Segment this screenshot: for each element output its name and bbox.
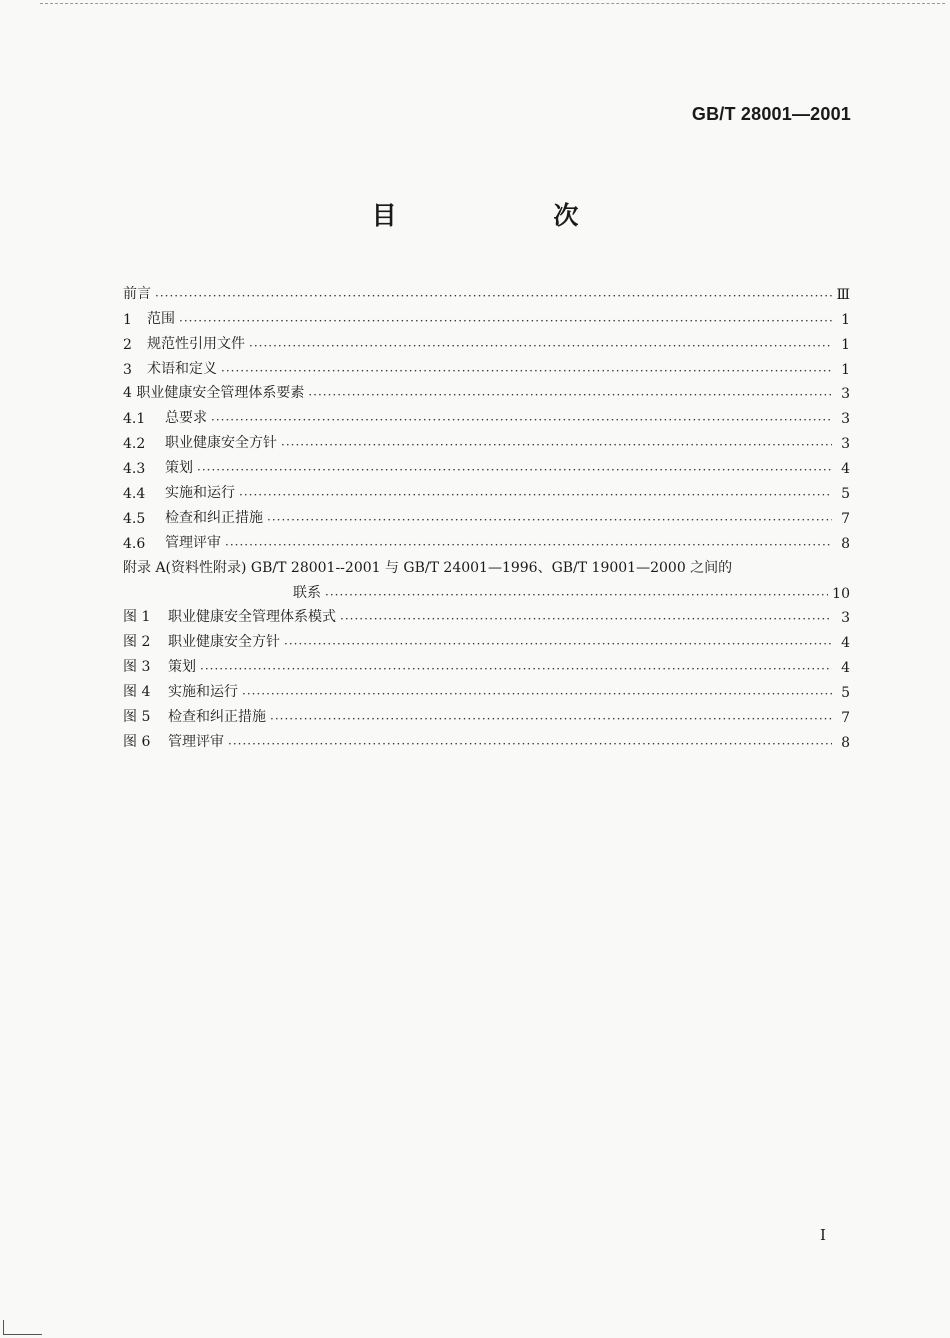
- toc-entry-number: 图 5: [123, 709, 151, 726]
- top-dashed-rule: [40, 3, 945, 4]
- toc-entry-number: 4.1: [123, 411, 146, 428]
- toc-entry-label: 管理评审: [165, 534, 221, 551]
- toc-entry-page: Ⅲ: [836, 286, 850, 303]
- toc-annex-page: 10: [832, 585, 850, 602]
- toc-annex-line-2[interactable]: [123, 577, 850, 602]
- leader-dots: [325, 588, 828, 602]
- toc-entry-number: 2: [123, 336, 132, 353]
- figure-entry[interactable]: [123, 651, 850, 676]
- leader-dots: [267, 513, 832, 527]
- toc-entry-page: 4: [841, 461, 850, 478]
- page-folio: I: [820, 1226, 826, 1244]
- toc-entry-number: 4.6: [123, 535, 146, 552]
- leader-dots: [308, 388, 832, 402]
- toc-entry-label: 范围: [147, 310, 175, 327]
- toc-annex-title-cont: 联系: [293, 584, 321, 601]
- toc-entry-number: 图 3: [123, 659, 151, 676]
- toc-entry[interactable]: [123, 353, 850, 378]
- toc-entry[interactable]: [123, 303, 850, 328]
- toc-entry-page: 1: [841, 336, 850, 353]
- leader-dots: [155, 289, 832, 303]
- toc-entry-page: 3: [841, 386, 850, 403]
- figure-entry[interactable]: [123, 701, 850, 726]
- toc-entry-page: 8: [841, 535, 850, 552]
- leader-dots: [221, 364, 832, 378]
- toc-entry-label: 术语和定义: [147, 360, 217, 377]
- leader-dots: [228, 737, 832, 751]
- toc-entry-number: 图 4: [123, 684, 151, 701]
- corner-scan-mark: [3, 1320, 42, 1335]
- toc-entry-number: 图 2: [123, 634, 151, 651]
- toc-entry-label: 职业健康安全管理体系模式: [168, 609, 336, 626]
- leader-dots: [270, 712, 832, 726]
- toc-entry-page: 4: [841, 635, 850, 652]
- toc-entry-page: 3: [841, 610, 850, 627]
- leader-dots: [200, 662, 832, 676]
- toc-entry-label: 职业健康安全方针: [165, 435, 277, 452]
- toc-entry[interactable]: [123, 502, 850, 527]
- toc-entry-page: 3: [841, 436, 850, 453]
- figure-entries: [123, 602, 850, 751]
- toc-entry-label: 检查和纠正措施: [168, 709, 266, 726]
- toc-entry-number: 4.2: [123, 436, 146, 453]
- toc-entry[interactable]: [123, 378, 850, 403]
- toc-entry[interactable]: [123, 527, 850, 552]
- leader-dots: [242, 687, 832, 701]
- leader-dots: [284, 637, 832, 651]
- toc-entry-page: 8: [841, 734, 850, 751]
- toc-entry-page: 7: [841, 710, 850, 727]
- leader-dots: [211, 413, 832, 427]
- toc-entry-label: 职业健康安全方针: [168, 634, 280, 651]
- toc-entry-page: 7: [841, 510, 850, 527]
- toc-entry-label: 策划: [165, 460, 193, 477]
- toc-entry-page: 1: [841, 311, 850, 328]
- toc-entry[interactable]: [123, 477, 850, 502]
- toc-annex-line-1[interactable]: [123, 552, 850, 577]
- toc-entry-number: 4.5: [123, 510, 146, 527]
- leader-dots: [340, 612, 832, 626]
- toc-entry-number: 3: [123, 361, 132, 378]
- standard-number: GB/T 28001—2001: [691, 104, 851, 124]
- toc-entry-label: 规范性引用文件: [147, 335, 245, 352]
- toc-entry[interactable]: [123, 328, 850, 353]
- leader-dots: [249, 339, 832, 353]
- toc-entry-label: 策划: [168, 659, 196, 676]
- toc-entry-number: 1: [123, 311, 132, 328]
- toc-entry-page: 5: [841, 486, 850, 503]
- toc-entry-number: 4.4: [123, 486, 146, 503]
- leader-dots: [225, 538, 832, 552]
- toc-entry[interactable]: [123, 427, 850, 452]
- toc-entry-page: 5: [841, 685, 850, 702]
- figure-entry[interactable]: [123, 676, 850, 701]
- toc-entry[interactable]: [123, 452, 850, 477]
- toc-entry[interactable]: [123, 278, 850, 303]
- table-of-contents: [123, 278, 850, 751]
- figure-entry[interactable]: [123, 626, 850, 651]
- leader-dots: [179, 314, 832, 328]
- toc-entry-label: 检查和纠正措施: [165, 509, 263, 526]
- leader-dots: [281, 438, 832, 452]
- toc-entry-label: 管理评审: [168, 733, 224, 750]
- toc-entry-page: 3: [841, 411, 850, 428]
- toc-entries: [123, 278, 850, 552]
- toc-entry-number: 图 6: [123, 733, 151, 750]
- toc-annex-title: 附录 A(资料性附录) GB/T 28001--2001 与 GB/T 24001—1996、GB/T 19001—2000 之间的: [123, 559, 733, 576]
- toc-entry-number: 4.3: [123, 461, 146, 478]
- page-title: 目 次: [371, 201, 653, 230]
- leader-dots: [197, 463, 832, 477]
- toc-entry-number: 图 1: [123, 609, 151, 626]
- figure-entry[interactable]: [123, 602, 850, 627]
- figure-entry[interactable]: [123, 726, 850, 751]
- toc-entry-page: 4: [841, 660, 850, 677]
- toc-entry-label: 实施和运行: [168, 684, 238, 701]
- leader-dots: [239, 488, 832, 502]
- toc-entry-label: 4 职业健康安全管理体系要素: [123, 385, 305, 402]
- toc-entry-label: 总要求: [165, 410, 207, 427]
- toc-entry-label: 实施和运行: [165, 485, 235, 502]
- toc-entry-label: 前言: [123, 285, 151, 302]
- toc-entry-page: 1: [841, 361, 850, 378]
- toc-entry[interactable]: [123, 402, 850, 427]
